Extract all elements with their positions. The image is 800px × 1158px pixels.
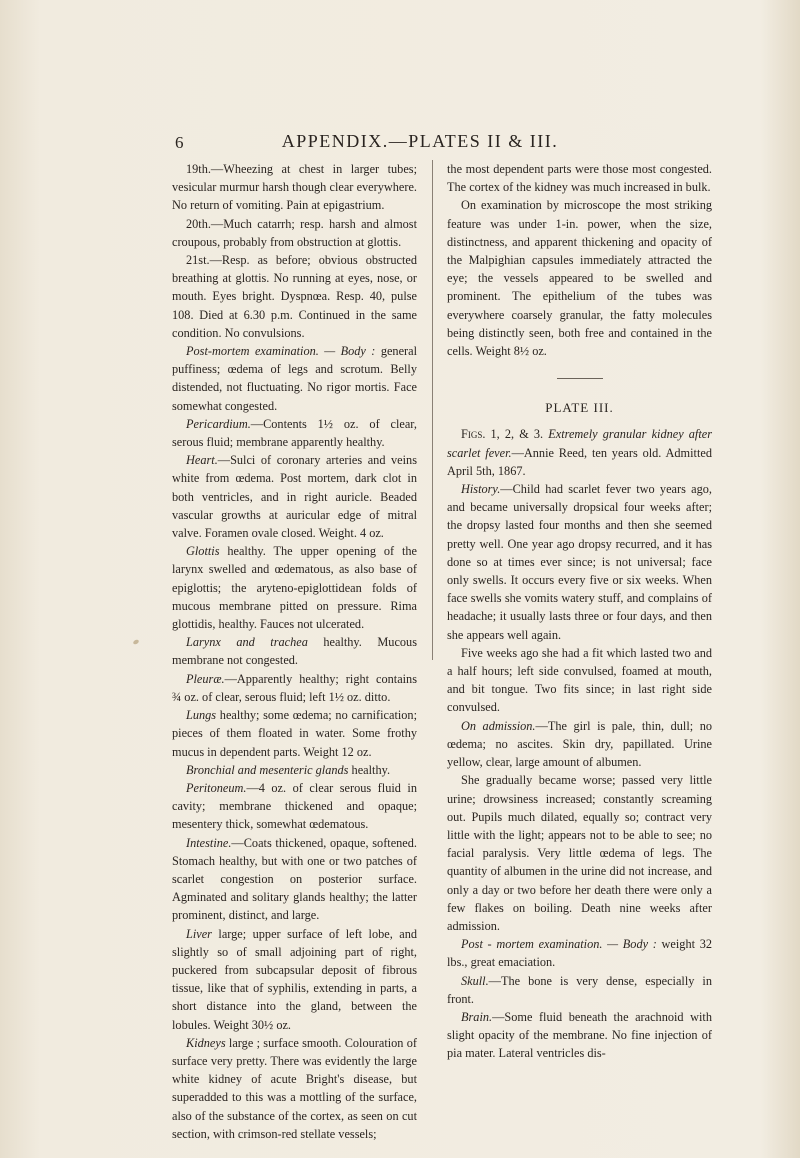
paragraph: [172, 706, 417, 761]
paragraph: [447, 644, 712, 717]
paragraph-lead: Lungs: [186, 708, 217, 723]
paragraph: [447, 771, 712, 935]
paragraph: [172, 342, 417, 415]
left-column: [172, 160, 417, 1143]
paragraph-lead: Brain.: [461, 1009, 493, 1024]
paragraph: [172, 761, 417, 779]
paragraph-lead: Peritoneum.: [186, 780, 247, 795]
paragraph: [447, 196, 712, 360]
paragraph-lead: Pericardium.: [186, 416, 251, 431]
paragraph: [172, 451, 417, 542]
paragraph-lead: Post - mortem examination. — Body :: [461, 937, 657, 952]
paragraph-text: 19th.—Wheezing at chest in larger tubes; vesicular murmur harsh though clear everywhere. No return of vomiting. Pain at epigastrium.: [172, 162, 417, 213]
paragraph-text: large; upper surface of left lobe, and slightly so of small adjoining part of right, puckered from subcapsular deposit of fibrous tissue, like that of syphilis, extending in parts, a short distance into the gland, between the lobules. Weight 30½ oz.: [172, 926, 417, 1032]
paragraph-lead: Extremely granular kidney after scarlet fever.: [447, 427, 712, 460]
paragraph: [172, 633, 417, 669]
paragraph: [447, 1008, 712, 1063]
paragraph: [172, 925, 417, 1034]
paragraph-lead: Intestine.: [186, 835, 232, 850]
running-head: APPENDIX.—PLATES II & III.: [281, 131, 559, 151]
paragraph-lead: Heart.: [186, 453, 218, 468]
figure-reference: Figs. 1, 2, & 3.: [461, 427, 544, 442]
paragraph-text: weight 32 lbs., great emaciation.: [447, 937, 712, 970]
paragraph: [172, 215, 417, 251]
paragraph: [447, 717, 712, 772]
column-divider: [432, 160, 433, 660]
right-column: [447, 160, 712, 1063]
paragraph-text: —Some fluid beneath the arachnoid with slight opacity of the membrane. No fine injection of pia mater. Lateral ventricles dis-: [447, 1009, 712, 1061]
paragraph-text: On examination by microscope the most striking feature was under 1-in. power, when the size, distinctness, and apparent thickening and opacity of the Malpighian capsules immediately attracted the eye; the vessels appeared to be swelled and prominent. The epithelium of the tubes was everywhere coarsely granular, the fatty molecules being distinctly seen, both free and contained in the cells. Weight 8½ oz.: [447, 198, 712, 359]
paragraph-text: general puffiness; œdema of legs and scrotum. Belly distended, not fluctuating. No rigor mortis. Face somewhat congested.: [172, 344, 417, 413]
paragraph-text: —Child had scarlet fever two years ago, and became universally dropsical four weeks after; the dropsy lasted four months and then she seemed pretty well. One year ago dropsy recurred, and it has done so at times ever since; is not universal; face only swells. It occurs every five or six weeks. When face swells she vomits watery stuff, and complains of headache; it usually lasts three or four days, and then she appears well again.: [447, 482, 712, 642]
paragraph-lead: Pleuræ.: [186, 671, 225, 686]
paragraph: [447, 935, 712, 971]
paragraph: [447, 160, 712, 196]
paragraph-text: —Apparently healthy; right contains ¾ oz. of clear, serous fluid; left 1½ oz. ditto.: [172, 671, 417, 704]
paragraph-text: —Sulci of coronary arteries and veins white from œdema. Post mortem, dark clot in both ventricles, and in right auricle. Beaded vascular growths at auricular edge of mitral valve. Foramen ovale closed. Weight. 4 oz.: [172, 453, 417, 541]
section-rule: [557, 378, 603, 379]
paragraph: [447, 480, 712, 644]
plate-heading: PLATE III.: [545, 400, 614, 416]
paragraph-lead: Liver: [186, 926, 212, 941]
paragraph: [172, 251, 417, 342]
paragraph-lead: Skull.: [461, 973, 489, 988]
paragraph-text: —Coats thickened, opaque, softened. Stomach healthy, but with one or two patches of scarlet congestion on posterior surface. Agminated and solitary glands healthy; the latter prominent, distinct, and large.: [172, 835, 417, 923]
paragraph-lead: Kidneys: [186, 1035, 226, 1050]
paragraph-text: —The bone is very dense, especially in front.: [447, 973, 712, 1006]
paragraph-lead: Bronchial and mesenteric glands: [186, 762, 349, 777]
paragraph-text: Five weeks ago she had a fit which lasted two and a half hours; left side convulsed, foamed at mouth, and bit tongue. Two fits since; in last right side convulsed.: [447, 645, 712, 715]
paragraph-lead: On admission.: [461, 718, 536, 733]
paragraph-text: —Contents 1½ oz. of clear, serous fluid; membrane apparently healthy.: [172, 416, 417, 450]
paragraph-text: healthy. The upper opening of the larynx swelled and œdematous, as also base of epiglottis; the aryteno-epiglottidean folds of mucous membrane pitted on pressure. Rima glottidis, healthy. Fauces not ulcerated.: [172, 544, 417, 632]
paragraph-text: large ; surface smooth. Colouration of surface very pretty. There was evidently the large white kidney of acute Bright's disease, but superadded to this was a mottling of the surface, also of the substance of the cortex, as seen on cut section, with crimson-red stellate vessels;: [172, 1035, 417, 1141]
paragraph-text: 20th.—Much catarrh; resp. harsh and almost croupous, probably from obstruction at glottis.: [172, 216, 417, 249]
paragraph: [172, 779, 417, 834]
paragraph: [172, 542, 417, 633]
paragraph-lead: Glottis: [186, 544, 220, 559]
paragraph: [447, 425, 712, 480]
paragraph: [172, 670, 417, 706]
paragraph-text: —Annie Reed, ten years old. Admitted April 5th, 1867.: [447, 445, 712, 478]
paragraph-text: healthy. Mucous membrane not congested.: [172, 635, 417, 668]
paragraph: [172, 160, 417, 215]
paragraph: [172, 1034, 417, 1143]
page-number: 6: [175, 133, 185, 152]
paragraph: [447, 972, 712, 1008]
paragraph-text: healthy; some œdema; no carnification; pieces of them floated in water. Some frothy mucus in dependent parts. Weight 12 oz.: [172, 708, 417, 759]
paragraph-lead: Post-mortem examination. — Body :: [186, 344, 376, 359]
paragraph-lead: Larynx and trachea: [186, 635, 308, 650]
paragraph-text: She gradually became worse; passed very little urine; drowsiness increased; constantly screaming out. Pupils much dilated, equally so; contract very little with the light; appears not to be able to see; no facial paralysis. Very little œdema of legs. The quantity of albumen in the urine did not increase, and only a day or two before her death there were only a few flakes on boiling. Death nine weeks after admission.: [447, 773, 712, 933]
paragraph-text: healthy.: [348, 762, 391, 777]
paragraph-text: 21st.—Resp. as before; obvious obstructed breathing at glottis. No running at eyes, nose, or mouth. Eyes bright. Dyspnœa. Resp. 40, pulse 108. Died at 6.30 p.m. Continued in the same condition. No convulsions.: [172, 253, 417, 340]
paragraph-text: —The girl is pale, thin, dull; no œdema; no ascites. Skin dry, papillated. Urine yellow, clear, large amount of albumen.: [447, 718, 712, 770]
paragraph: [172, 415, 417, 451]
paragraph-text: —4 oz. of clear serous fluid in cavity; membrane thickened and opaque; mesentery thick, somewhat œdematous.: [172, 780, 417, 832]
paragraph: [172, 834, 417, 925]
paragraph-lead: History.: [461, 482, 501, 497]
paragraph-text: the most dependent parts were those most congested. The cortex of the kidney was much increased in bulk.: [447, 162, 712, 195]
